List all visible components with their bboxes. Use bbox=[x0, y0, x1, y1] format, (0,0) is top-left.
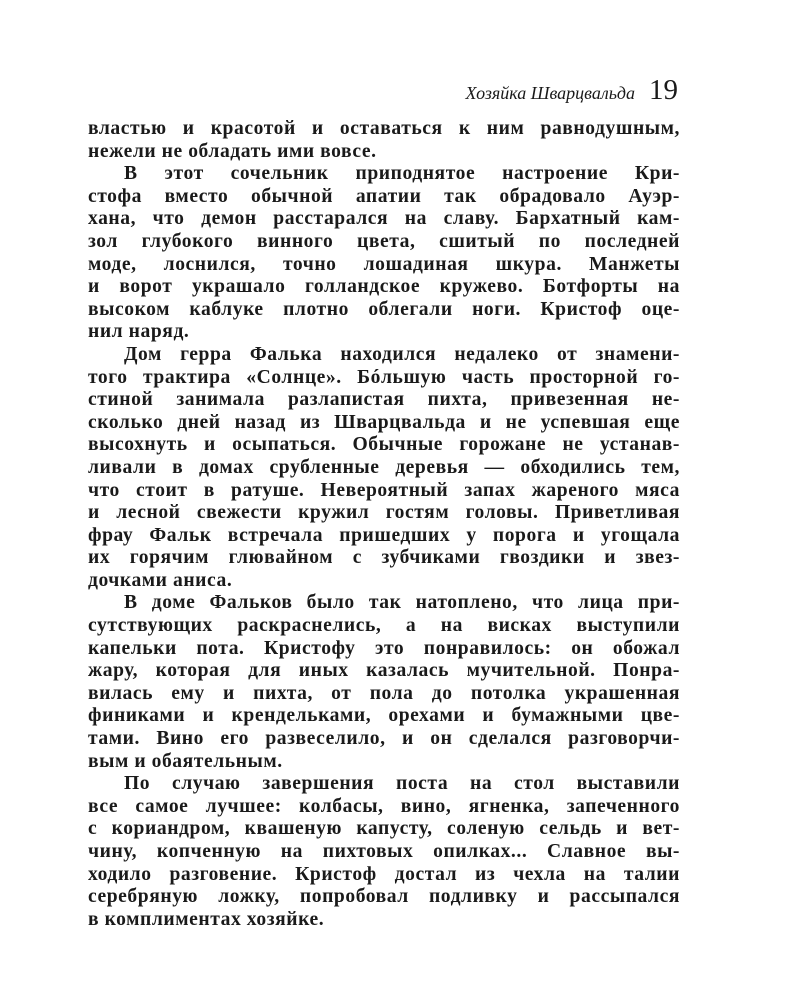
paragraph bbox=[88, 344, 680, 593]
text-line: высохнуть и осыпаться. Обычные горожане не устанав- bbox=[88, 434, 680, 456]
text-line: ливали в домах срубленные деревья — обходились тем, bbox=[88, 456, 680, 478]
text-line: В доме Фальков было так натоплено, что лица при- bbox=[124, 592, 680, 614]
text-line: и лесной свежести кружил гостям головы. Приветливая bbox=[88, 502, 680, 524]
text-line: вым и обаятельным. bbox=[88, 750, 283, 772]
text-line: стиной занимала разлапистая пихта, привезенная не- bbox=[88, 389, 680, 411]
text-line: По случаю завершения поста на стол выставили bbox=[124, 773, 680, 795]
text-line: стофа вместо обычной апатии так обрадовало Ауэр- bbox=[88, 185, 680, 207]
text-line: с кориандром, квашеную капусту, соленую сельдь и вет- bbox=[88, 818, 680, 840]
running-title: Хозяйка Шварцвальда bbox=[465, 83, 635, 103]
text-line: ходило разговение. Кристоф достал из чехла на талии bbox=[88, 863, 680, 885]
text-line: того трактира «Солнце». Бóльшую часть просторной го- bbox=[88, 366, 680, 388]
page-header bbox=[465, 74, 678, 107]
text-line: жару, которая для иных казалась мучительной. Понра- bbox=[88, 660, 680, 682]
text-line: хана, что демон расстарался на славу. Бархатный кам- bbox=[88, 208, 680, 230]
text-line: фрау Фальк встречала пришедших у порога и угощала bbox=[88, 524, 680, 546]
text-line: капельки пота. Кристофу это понравилось: он обожал bbox=[88, 637, 680, 659]
text-line: чину, копченную на пихтовых опилках... Славное вы- bbox=[88, 841, 680, 862]
text-line: высоком каблуке плотно облегали ноги. Кристоф оце- bbox=[88, 298, 680, 320]
text-line: серебряную ложку, попробовал подливку и рассыпался bbox=[88, 886, 680, 908]
text-line: что стоит в ратуше. Невероятный запах жареного мяса bbox=[88, 479, 680, 501]
text-line: сколько дней назад из Шварцвальда и не успевшая еще bbox=[88, 411, 680, 433]
text-line: все самое лучшее: колбасы, вино, ягненка, запеченного bbox=[88, 795, 680, 817]
text-line: зол глубокого винного цвета, сшитый по последней bbox=[88, 230, 680, 252]
paragraph bbox=[88, 592, 680, 773]
text-line: нил наряд. bbox=[88, 321, 190, 343]
text-line: финиками и крендельками, орехами и бумажными цве- bbox=[88, 705, 680, 727]
text-line: в комплиментах хозяйке. bbox=[88, 908, 325, 930]
text-line: властью и красотой и оставаться к ним равнодушным, bbox=[88, 118, 680, 139]
text-line: вилась ему и пихта, от пола до потолка украшенная bbox=[88, 682, 680, 704]
text-line: дочками аниса. bbox=[88, 569, 233, 591]
paragraph bbox=[88, 118, 680, 163]
text-line: нежели не обладать ими вовсе. bbox=[88, 140, 377, 162]
page-number: 19 bbox=[649, 74, 678, 106]
text-line: сутствующих раскраснелись, а на висках выступили bbox=[88, 615, 680, 637]
text-line: моде, лоснился, точно лошадиная шкура. Манжеты bbox=[88, 253, 680, 275]
paragraph bbox=[88, 163, 680, 344]
text-line: тами. Вино его развеселило, и он сделался разговорчи- bbox=[88, 728, 680, 750]
text-line: их горячим глювайном с зубчиками гвоздики и звез- bbox=[88, 547, 680, 569]
text-line: В этот сочельник приподнятое настроение Кри- bbox=[124, 163, 680, 185]
text-line: и ворот украшало голландское кружево. Ботфорты на bbox=[88, 276, 680, 298]
body-text bbox=[88, 118, 680, 931]
paragraph bbox=[88, 773, 680, 931]
text-line: Дом герра Фалька находился недалеко от знамени- bbox=[124, 343, 680, 365]
